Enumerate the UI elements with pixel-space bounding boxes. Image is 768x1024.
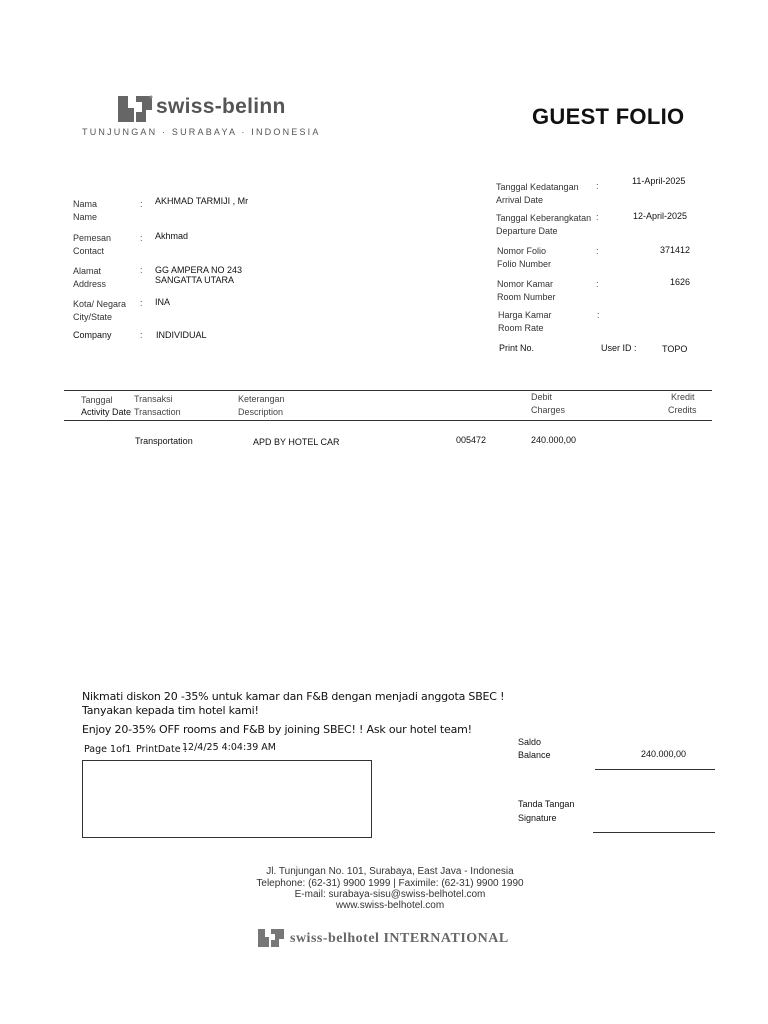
print-date-value: 12/4/25 4:04:39 AM [182, 742, 276, 753]
footer-phone: Telephone: (62-31) 9900 1999 | Faximile: (62-31) 9900 1990 [256, 878, 524, 889]
user-id-label: User ID : [601, 343, 637, 353]
col-debit-id: Debit [531, 392, 553, 402]
balance-rule [595, 769, 715, 770]
footer-web: www.swiss-belhotel.com [335, 900, 445, 911]
colon: : [140, 199, 143, 209]
colon: : [140, 233, 143, 243]
footer-address: Jl. Tunjungan No. 101, Surabaya, East Java - Indonesia [266, 866, 514, 877]
swiss-belinn-logo-icon [116, 94, 154, 124]
col-desc-en: Description [238, 407, 284, 417]
departure-label-id: Tanggal Keberangkatan [496, 213, 592, 223]
contact-label-en: Contact [73, 246, 105, 256]
notes-box [82, 760, 372, 838]
rate-label-id: Harga Kamar [498, 310, 552, 320]
brand-location: TUNJUNGAN · SURABAYA · INDONESIA [82, 127, 321, 137]
room-label-id: Nomor Kamar [497, 279, 554, 289]
print-date-label: PrintDate : [136, 744, 187, 755]
address-line2: SANGATTA UTARA [155, 275, 235, 285]
promo-line1: Nikmati diskon 20 -35% untuk kamar dan F&B dengan menjadi anggota SBEC ! [82, 690, 505, 703]
folio-label-en: Folio Number [497, 259, 552, 269]
user-id-value: TOPO [662, 344, 688, 354]
col-date-en: Activity Date [81, 407, 132, 417]
colon: : [597, 310, 600, 320]
row-debit: 240.000,00 [531, 435, 577, 445]
departure-value: 12-April-2025 [633, 211, 688, 221]
company-value: INDIVIDUAL [156, 330, 207, 340]
signature-label-id: Tanda Tangan [518, 799, 575, 809]
colon: : [140, 265, 143, 275]
guest-name: AKHMAD TARMIJI , Mr [155, 196, 249, 206]
room-label-en: Room Number [497, 292, 556, 302]
promo-line3: Enjoy 20-35% OFF rooms and F&B by joining SBEC! ! Ask our hotel team! [82, 723, 472, 736]
page-number: Page 1of1 [84, 744, 132, 755]
balance-value: 240.000,00 [641, 749, 687, 759]
folio-label-id: Nomor Folio [497, 246, 547, 256]
name-label-en: Name [73, 212, 98, 222]
address-label-en: Address [73, 279, 107, 289]
col-date-id: Tanggal [81, 395, 113, 405]
address-line1: GG AMPERA NO 243 [155, 265, 243, 275]
contact-value: Akhmad [155, 231, 189, 241]
colon: : [596, 246, 599, 256]
promo-line2: Tanyakan kepada tim hotel kami! [82, 704, 259, 717]
colon: : [140, 330, 143, 340]
row-description: APD BY HOTEL CAR [253, 437, 340, 447]
departure-label-en: Departure Date [496, 226, 558, 236]
company-label: Company [73, 330, 112, 340]
signature-line [593, 832, 715, 833]
city-label-en: City/State [73, 312, 113, 322]
row-ref: 005472 [456, 435, 487, 445]
address-label-id: Alamat [73, 266, 102, 276]
colon: : [596, 181, 599, 191]
table-header-rule [64, 420, 712, 421]
arrival-value: 11-April-2025 [632, 176, 686, 186]
page-title: GUEST FOLIO [532, 104, 685, 129]
balance-label-en: Balance [518, 750, 551, 760]
arrival-label-en: Arrival Date [496, 195, 544, 205]
city-label-id: Kota/ Negara [73, 299, 127, 309]
colon: : [140, 298, 143, 308]
folio-value: 371412 [660, 245, 691, 255]
footer-email: E-mail: surabaya-sisu@swiss-belhotel.com [294, 889, 486, 900]
colon: : [596, 279, 599, 289]
swiss-belhotel-logo-icon [257, 928, 285, 948]
print-no-label: Print No. [499, 343, 535, 353]
col-trans-en: Transaction [134, 407, 181, 417]
signature-label-en: Signature [518, 813, 557, 823]
row-transaction: Transportation [135, 436, 193, 446]
col-debit-en: Charges [531, 405, 566, 415]
room-value: 1626 [670, 277, 691, 287]
name-label-id: Nama [73, 199, 98, 209]
contact-label-id: Pemesan [73, 233, 112, 243]
col-credit-id: Kredit [671, 392, 695, 402]
col-trans-id: Transaksi [134, 394, 173, 404]
rate-label-en: Room Rate [498, 323, 544, 333]
brand-name: swiss-belinn [156, 95, 286, 118]
arrival-label-id: Tanggal Kedatangan [496, 182, 579, 192]
footer-brand: swiss-belhotel INTERNATIONAL [290, 931, 509, 946]
colon: : [596, 212, 599, 222]
table-top-rule [64, 390, 712, 391]
col-credit-en: Credits [668, 405, 697, 415]
col-desc-id: Keterangan [238, 394, 285, 404]
city-value: INA [155, 297, 171, 307]
balance-label-id: Saldo [518, 737, 542, 747]
